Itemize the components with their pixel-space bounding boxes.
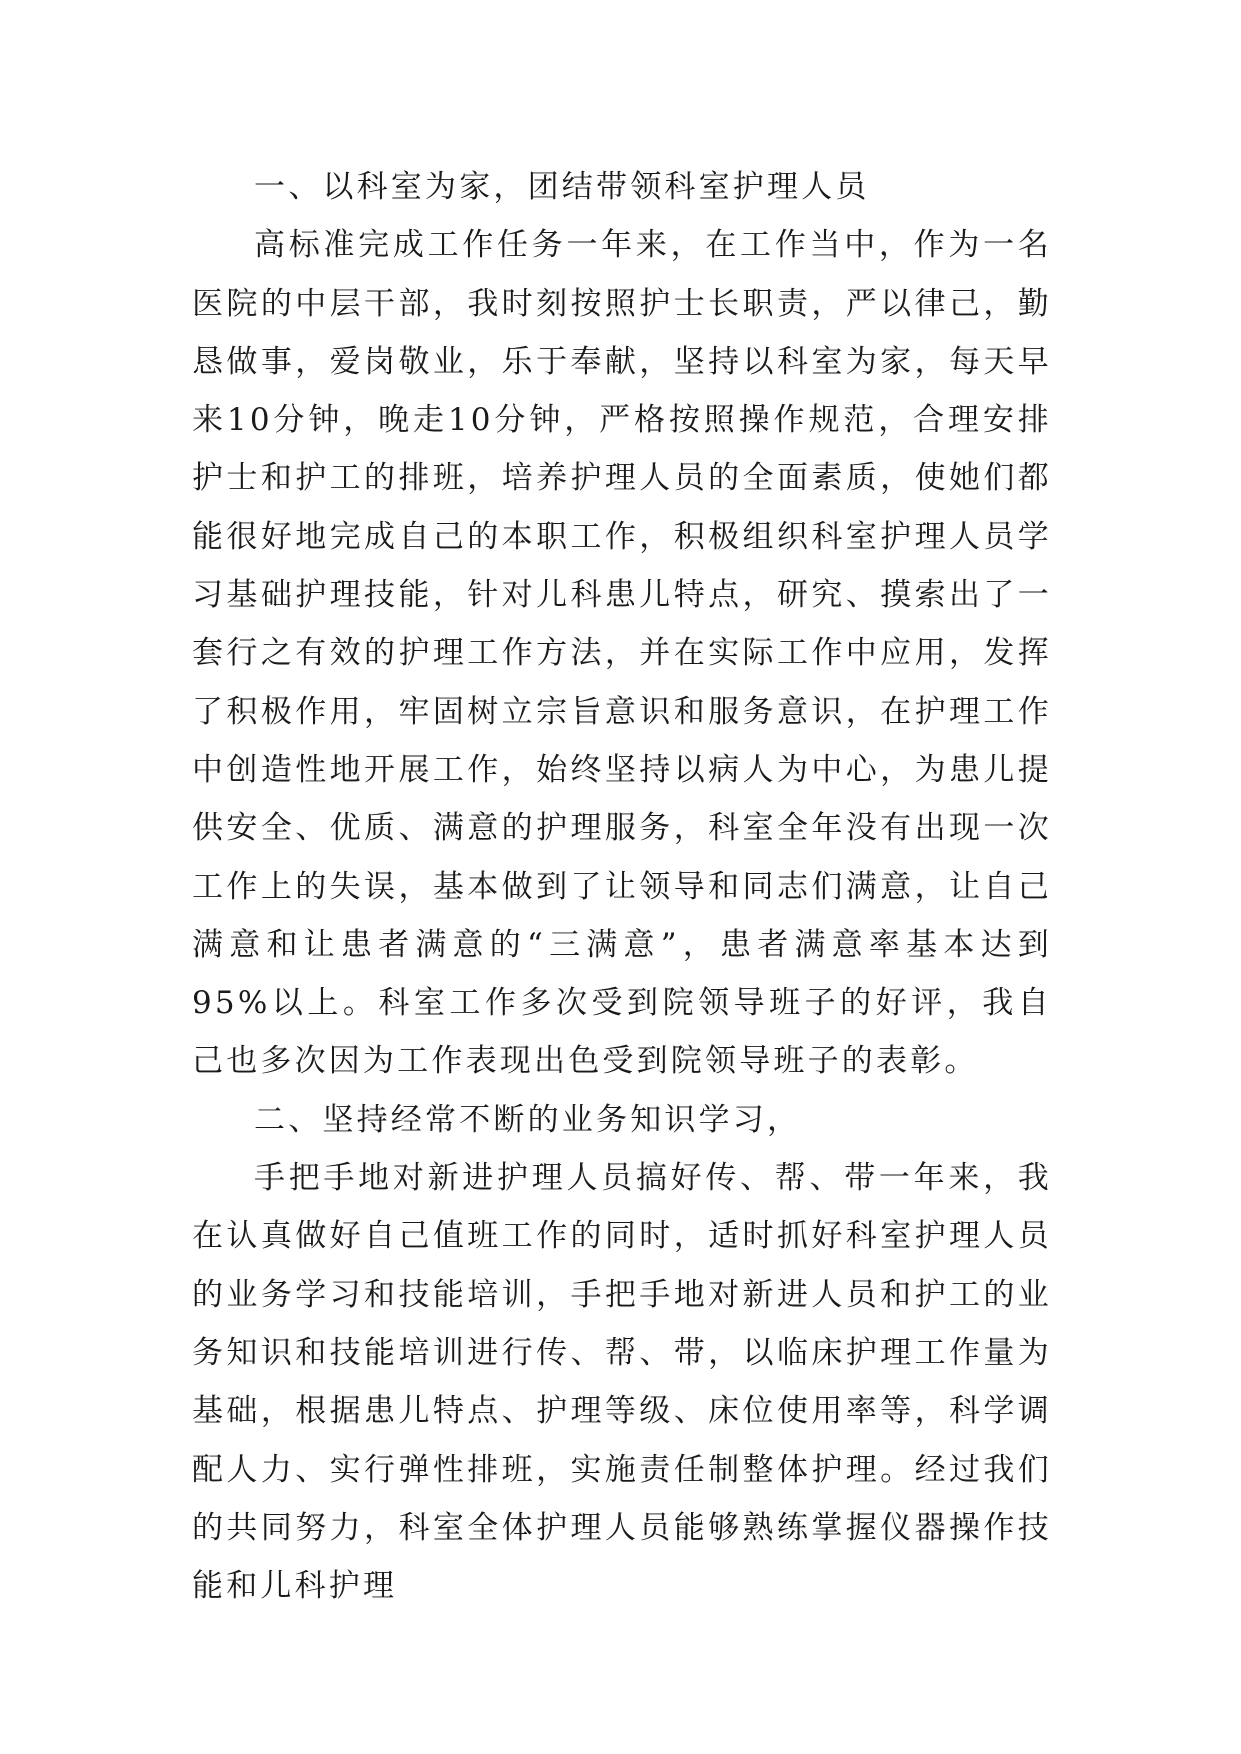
body-paragraph-2: 手把手地对新进护理人员搞好传、帮、带一年来，我在认真做好自己值班工作的同时，适时抓好科室护理人员的业务学习和技能培训，手把手地对新进人员和护工的业务知识和技能培训进行传、帮、带，以临床护理工作量为基础，根据患儿特点、护理等级、床位使用率等，科学调配人力、实行弹性排班，实施责任制整体护理。经过我们的共同努力，科室全体护理人员能够熟练掌握仪器操作技能和儿科护理 <box>192 1160 1052 1605</box>
document-body <box>192 158 1052 1615</box>
section-heading-1: 一、以科室为家，团结带领科室护理人员 <box>254 169 870 205</box>
body-paragraph-1: 高标准完成工作任务一年来，在工作当中，作为一名医院的中层干部，我时刻按照护士长职责，严以律己，勤恳做事，爱岗敬业，乐于奉献，坚持以科室为家，每天早来10分钟，晚走10分钟，严格按照操作规范，合理安排护士和护工的排班，培养护理人员的全面素质，使她们都能很好地完成自己的本职工作，积极组织科室护理人员学习基础护理技能，针对儿科患儿特点，研究、摸索出了一套行之有效的护理工作方法，并在实际工作中应用，发挥了积极作用，牢固树立宗旨意识和服务意识，在护理工作中创造性地开展工作，始终坚持以病人为中心，为患儿提供安全、优质、满意的护理服务，科室全年没有出现一次工作上的失误，基本做到了让领导和同志们满意，让自己满意和让患者满意的“三满意”，患者满意率基本达到95%以上。科室工作多次受到院领导班子的好评，我自己也多次因为工作表现出色受到院领导班子的表彰。 <box>192 227 1052 1080</box>
section-heading-2: 二、坚持经常不断的业务知识学习， <box>254 1101 802 1138</box>
